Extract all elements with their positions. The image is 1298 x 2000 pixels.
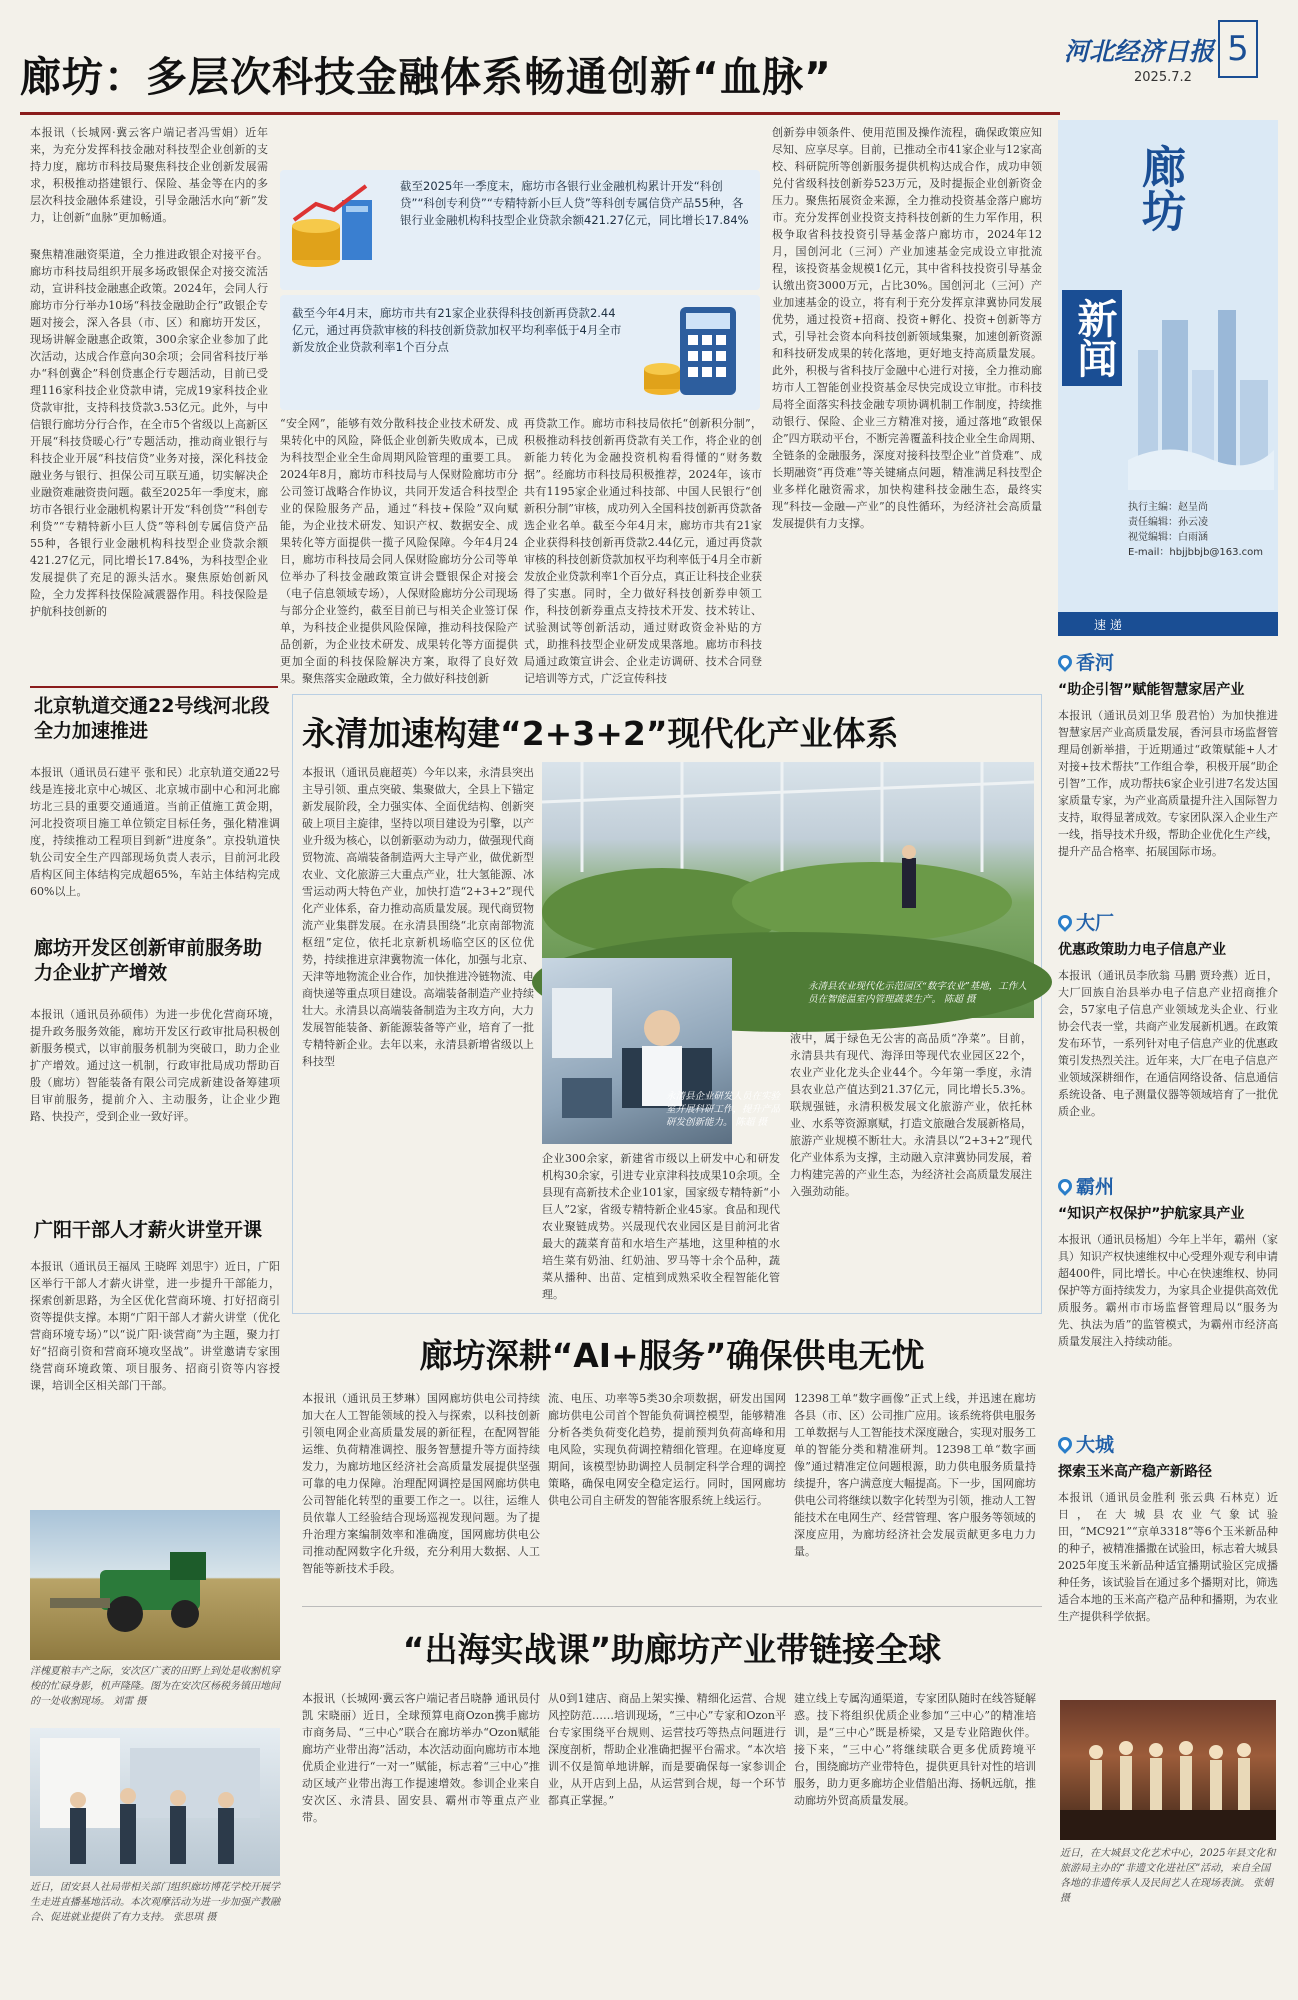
harvest-caption: 洋槐夏粮丰产之际，安次区广袤的田野上到处是收割机穿梭的忙碌身影，机声隆隆。图为在安次区杨税务镇田地间的一处收割现场。 刘雷 摄	[30, 1666, 280, 1707]
top-col1: 聚焦精准融资渠道，全力推进政银企对接平台。廊坊市科技局组织开展多场政银保企对接交流活动，宣讲科技金融惠企政策。2024年，会同人行廊坊市分行举办10场“科技金融助企行”政银企专题对接会，深入各县（市、区）和廊坊开发区，现场讲解金融惠企政策，300余家企业参加了此次活动，达成合作意向30余项；会同省科技厅举办“科创冀企”科创贷惠企行专题活动，目前已受理116家科技企业贷款申请，完成19家科技企业贷款审批，支持科技贷款3.53亿元。此外，与中信银行廊坊分行合作，在全市5个省级以上高新区开展“科技贷暖心行”专题活动，推动商业银行与科技企业开展“科技信贷”业务对接，深化科技金融业务与银行、担保公司互联互通，切实解决企业融资难融资贵问题。截至2025年一季度末，廊坊市各银行业金融机构累计开发“科创贷”“科创专利贷”“专精特新小巨人贷”等科创专属信贷产品55种，各银行业金融机构科技型企业贷款余额421.27亿元，同比增长17.84%，为科技型企业发展提供了充足的源头活水。聚焦原始创新风险，全力发挥科技保险减震器作用。科技保险是护航科技创新的	[30, 248, 268, 618]
brief-body: 本报讯（通讯员李欣翁 马鹏 贾玲燕）近日，大厂回族自治县举办电子信息产业招商推介会，57家电子信息产业领域龙头企业、行业协会代表一堂，共商产业发展新机遇。在政策发布环节，一系列针对电子信息产业的优惠政策引发热烈关注。近年来，大厂在电子信息产业领域深耕细作，在通信网络设备、信息通信系统设备、电子测量仪器等领域培育了一批优质企业。	[1058, 969, 1278, 1118]
express-bar	[1058, 612, 1278, 636]
ai-col3: 12398工单“数字画像”正式上线，并迅速在廊坊各县（市、区）公司推广应用。该系统将供电服务工单数据与人工智能技术深度融合，实现对服务工单的智能分类和精准研判。12398工单“数字画像”通过精准定位问题根源，助力供电服务质量持续提升，客户满意度大幅提高。下一步，国网廊坊供电公司将继续以数字化转型为引领，推动人工智能技术在电网生产、经营管理、客户服务等领域的深度应用，为廊坊经济社会发展贡献更多电力力量。	[794, 1392, 1036, 1558]
top-lead: 本报讯（长城网·冀云客户端记者冯雪娟）近年来，为充分发挥科技金融对科技型企业创新的支持力度，廊坊市科技局聚焦科技企业创新发展需求，积极推动搭建银行、保险、基金等在内的多层次科技金融体系建设，引导金融活水向“新”发力，让创新“血脉”更加畅通。	[30, 126, 268, 224]
folk-performance-photo	[1060, 1700, 1276, 1840]
left-news-1-body: 本报讯（通讯员石建平 张和民）北京轨道交通22号线是连接北京中心城区、北京城市副中心和河北廊坊北三县的重要交通通道。当前正值施工黄金期，河北投资项目施工单位锁定目标任务，强化精准调度，持续推动工程项目到新“进度条”。京投轨道快轨公司安全生产四部现场负责人表示，目前河北段盾构区间主体结构完成超65%，车站主体结构完成60%以上。	[30, 766, 280, 898]
ai-col2: 流、电压、功率等5类30余项数据，研发出国网廊坊供电公司首个智能负荷调控模型，能够精准分析各类负荷变化趋势，提前预判负荷高峰和用电风险，实现负荷调控精细化管理。在迎峰度夏期间，该模型协助调控人员制定科学合理的调控策略，确保电网安全稳定运行。同时，国网廊坊供电公司自主研发的智能客服系统上线运行。	[548, 1392, 786, 1507]
ai-headline: 廊坊深耕“AI+服务”确保供电无忧	[419, 1336, 925, 1375]
brief-dacheng	[1058, 1430, 1278, 1659]
credits-block	[1128, 500, 1276, 560]
brief-loc: 大城	[1076, 1434, 1115, 1456]
left-news-2-title: 廊坊开发区创新审前服务助力企业扩产增效	[34, 937, 263, 984]
top-headline: 廊坊：多层次科技金融体系畅通创新“血脉”	[20, 53, 832, 101]
infobox-2	[280, 295, 760, 410]
yongqing-headline: 永清加速构建“2+3+2”现代化产业体系	[302, 714, 899, 753]
left-news-3-title: 广阳干部人才薪火讲堂开课	[34, 1219, 263, 1241]
paper-name: 河北经济日报	[1064, 37, 1215, 66]
brief-loc: 霸州	[1076, 1176, 1115, 1198]
brief-title: “知识产权保护”护航家具产业	[1058, 1206, 1245, 1222]
side-banner	[1058, 120, 1278, 615]
brief-title: “助企引智”赋能智慧家居产业	[1058, 682, 1245, 698]
brief-title: 优惠政策助力电子信息产业	[1058, 942, 1226, 958]
brief-loc: 香河	[1076, 652, 1115, 674]
location-pin-icon	[1055, 1434, 1075, 1454]
brief-body: 本报讯（通讯员金胜利 张云典 石林克）近日，在大城县农业气象试验田，“MC921”“京单3318”等6个玉米新品种的种子，被精准播撒在试验田，标志着大城县2025年度玉米新品种适宜播期试验区完成播种任务，该试验旨在通过多个播期对比，筛选适合本地的玉米高产稳产品种和播期，为农业生产提供科学依据。	[1058, 1491, 1278, 1623]
sea-col2: 从0到1建店、商品上架实操、精细化运营、合规风控防范……培训现场，“三中心”专家和Ozon平台专家围绕平台规则、运营技巧等热点问题进行深度剖析，帮助企业准确把握平台需求。“本次培训不仅是简单地讲解，而是要确保每一家参训企业，从开店到上品，从运营到合规，每一个环节都真正掌握。”	[548, 1692, 786, 1807]
coin-stack-icon	[286, 180, 386, 280]
harvest-photo	[30, 1510, 280, 1660]
left-news-2-body: 本报讯（通讯员孙硕伟）为进一步优化营商环境，提升政务服务效能，廊坊开发区行政审批局积极创新服务模式，以审前服务机制为突破口，助力企业扩产增效。通过这一机制，行政审批局成功帮助百殷（廊坊）智能装备有限公司完成新建设备筹建项目审前服务，提前介入、主动服务，让企业少跑路、快投产，受到企业一致好评。	[30, 1008, 280, 1123]
left-divider	[30, 686, 278, 688]
brief-dachang	[1058, 908, 1278, 1137]
infobox-1	[280, 170, 760, 290]
credit-email: E-mail：hbjjbbjb@163.com	[1128, 547, 1264, 558]
issue-date: 2025.7.2	[1134, 70, 1192, 85]
left-news-3-body: 本报讯（通讯员王福凤 王晓晖 刘思宇）近日，广阳区举行干部人才薪火讲堂，进一步提升干部能力，探索创新思路，为全区优化营商环境、打好招商引资等提供支撑。本期“广阳干部人才薪火讲堂（优化营商环境专场）”以“说广阳·谈营商”为主题，聚力打好“招商引资和营商环境攻坚战”。讲堂邀请专家围绕营商环境政策、项目服务、招商引资等内容授课，培训全区相关部门干部。	[30, 1260, 280, 1392]
location-pin-icon	[1055, 912, 1075, 932]
top-col2: “安全网”，能够有效分散科技企业技术研发、成果转化中的风险，降低企业创新失败成本，已成为科技型企业全生命周期风险管理的重要工具。2024年8月，廊坊市科技局与人保财险廊坊市分公司签订战略合作协议，共同开发适合科技型企业的保险服务产品，通过“科技+保险”双向赋能，为企业技术研发、知识产权、数据安全、成果转化等方面提供一揽子风险保障。今年4月24日，廊坊市科技局会同人保财险廊坊分公司等单位举办了科技金融政策宣讲会暨银保企对接会（电子信息领域专场），人保财险廊坊分公司现场与部分企业签约，截至目前已与相关企业签订保单，为科技企业提供风险保障，推动科技保险产品创新，为企业技术研发、成果转化等方面提供更加全面的科技保险解决方案，取得了良好效果。聚焦落实金融政策，全力做好科技创新	[280, 417, 518, 685]
credit-responsible: 责任编辑：孙云凌	[1128, 517, 1208, 528]
folk-caption: 近日，在大城县文化艺术中心，2025年县文化和旅游局主办的“非遗文化进社区”活动，来自全国各地的非遗传承人及民间艺人在现场表演。 张娟 摄	[1060, 1848, 1276, 1904]
ai-col1: 本报讯（通讯员王梦琳）国网廊坊供电公司持续加大在人工智能领域的投入与探索，以科技创新引领电网企业高质量发展的新征程，在配网智能运维、负荷精准调控、服务智慧提升等方面持续发力，为廊坊地区经济社会高质量发展提供坚强可靠的电力保障。治理配网调控是国网廊坊供电公司智能化转型的重要工作之一。以往，运维人员依靠人工经验结合现场巡视发现问题。为了提升治理方案编制效率和准确度，国网廊坊供电公司推动配网数字化升级，充分利用大数据、人工智能等新技术手段。	[302, 1392, 540, 1575]
credit-editor: 执行主编：赵呈尚	[1128, 502, 1208, 513]
top-col3: 再贷款工作。廊坊市科技局依托“创新积分制”，积极推动科技创新再贷款有关工作，将企业的创新能力转化为金融投资机构看得懂的“财务数据”。经廊坊市科技局积极推荐，2024年，该市共有1195家企业通过科技部、中国人民银行“创新积分制”审核，成功列入全国科技创新再贷款备选企业名单。截至今年4月末，廊坊市共有21家企业获得科技创新再贷款2.44亿元，通过再贷款审核的科技创新贷款加权平均利率低于4月全市新发放企业贷款利率1个百分点，真正让科技企业获得了实惠。同时，全力做好科技创新券申领工作，科技创新券重点支持技术开发、技术转让、试验测试等创新活动，通过财政资金补贴的方式，助推科技型企业研发成果落地。廊坊市科技局通过政策宣讲会、企业走访调研、技术合同登记培训等方式，广泛宣传科技	[524, 417, 762, 685]
yongqing-col3: 液中，属于绿色无公害的高品质“净菜”。目前，永清县共有现代、海泽田等现代农业园区22个，农业产业化龙头企业44个。今年第一季度，永清县农业总产值达到21.37亿元，同比增长5.3%。联规强链，永清积极发展文化旅游产业，依托林业、水系等资源禀赋，打造文旅融合发展新格局，旅游产业规模不断壮大。永清县以“2+3+2”现代化产业体系为支撑，主动融入京津冀协同发展，着力构建完善的产业生态，为经济社会高质量发展注入强劲动能。	[790, 1032, 1032, 1198]
brief-xianghe	[1058, 648, 1278, 865]
page-number: 5	[1218, 20, 1258, 78]
infobox-2-text: 截至今年4月末，廊坊市共有21家企业获得科技创新再贷款2.44亿元，通过再贷款审核的科技创新贷款加权平均利率低于4月全市新发放企业贷款利率1个百分点	[292, 306, 622, 354]
calculator-icon	[640, 303, 750, 403]
brief-body: 本报讯（通讯员杨旭）今年上半年，霸州（家具）知识产权快速维权中心受理外观专利申请超400件，同比增长。中心在快速维权、协同保护等方面持续发力，为家具企业提供高效优质服务。霸州市市场监督管理局以“服务为先、执法为盾”的监管模式，为霸州市经济高质量发展注入持续动能。	[1058, 1233, 1278, 1348]
sea-col3: 建立线上专属沟通渠道，专家团队随时在线答疑解惑。技下将组织优质企业参加“三中心”的精准培训，是“三中心”既是桥梁，又是专业陪跑伙伴。接下来，“三中心”将继续联合更多优质跨境平台，围绕廊坊产业带特色，提供更具针对性的培训服务，助力更多廊坊企业借船出海、扬帆远航，推动廊坊外贸高质量发展。	[794, 1692, 1036, 1807]
credit-visual: 视觉编辑：白雨涵	[1128, 532, 1208, 543]
yongqing-col1: 本报讯（通讯员鹿超英）今年以来，永清县突出主导引领、重点突破、集聚做大，全县上下锚定新发展阶段，全力强实体、全面优结构、创新突破上项目主旋律，坚持以项目建设为引擎，以产业升级为核心，以创新驱动为动力，做强现代商贸物流、高端装备制造两大主导产业，做优新型农业、文化旅游三大重点产业，壮大氢能源、冰雪运动两大特色产业，加快打造“2+3+2”现代化产业体系，奋力推动高质量发展。现代商贸物流产业集群发展。在永清县围绕“北京南部物流枢纽”定位，依托北京新机场临空区的区位优势，持续推进京津冀物流一体化，加强与北京、天津等地物流企业合作，加快推进冷链物流、电商快递等重点项目建设。高端装备制造产业持续壮大。永清县以高端装备制造为主攻方向，大力发展智能装备、新能源装备等产业，培育了一批专精特新企业。去年以来，永清县新增省级以上科技型	[302, 766, 534, 1068]
sea-headline: “出海实战课”助廊坊产业带链接全球	[402, 1630, 942, 1669]
brief-bazhou	[1058, 1172, 1278, 1401]
greenhouse-caption: 永清县农业现代化示范园区“数字农业”基地，工作人员在智能温室内管理蔬菜生产。 陈超 摄	[808, 981, 1027, 1005]
brief-body: 本报讯（通讯员刘卫华 殷君怡）为加快推进智慧家居产业高质量发展，香河县市场监督管理局创新举措，于近期通过“政策赋能+人才对接+技术帮扶”工作组合拳，积极开展“助企引智”工作，成功帮扶6家企业引进7名发达国家质量专家，为产业高质量提升注入国际智力支持，取得显著成效。专家团队深入企业生产一线，指导技术升级，帮助企业优化生产线，提升产品合格率、拓展国际市场。	[1058, 709, 1278, 858]
location-pin-icon	[1055, 1176, 1075, 1196]
masthead-rule	[20, 112, 1060, 115]
brief-loc: 大厂	[1076, 912, 1115, 934]
sea-col1: 本报讯（长城网·冀云客户端记者吕晓静 通讯员付凯 宋晓丽）近日，全球预算电商Ozon携手廊坊市商务局、“三中心”联合在廊坊举办“Ozon赋能廊坊产业带出海”活动，本次活动面向廊坊市本地优质企业进行“一对一”赋能，标志着“三中心”推动区域产业带出海工作提速增效。参训企业来自安次区、永清县、固安县、霸州市等重点产业带。	[302, 1692, 540, 1824]
infobox-1-text: 截至2025年一季度末，廊坊市各银行业金融机构累计开发“科创贷”“科创专利贷”“专精特新小巨人贷”等科创专属信贷产品55种，各银行业金融机构科技型企业贷款余额421.27亿元，同比增长17.84%	[400, 179, 749, 227]
city-skyline	[1128, 290, 1274, 490]
livestream-photo	[30, 1728, 280, 1876]
section-label: 新闻	[1062, 290, 1122, 386]
brief-title: 探索玉米高产稳产新路径	[1058, 1464, 1212, 1480]
left-news-1-title: 北京轨道交通22号线河北段全力加速推进	[34, 695, 270, 742]
livestream-caption: 近日，团安县人社局带相关部门组织廊坊博花学校开展学生走进直播基地活动。本次观摩活动为进一步加强产教融合、促进就业提供了有力支持。 张思琪 摄	[30, 1882, 280, 1923]
region-label: 廊坊	[1134, 144, 1185, 232]
location-pin-icon	[1055, 652, 1075, 672]
yongqing-col2: 企业300余家，新建省市级以上研发中心和研发机构30余家，引进专业京津科技成果10余项。全县现有高新技术企业101家，国家级专精特新“小巨人”2家，省级专精特新企业45家。食品和现代农业聚链成势。兴晟现代农业园区是目前河北省最大的蔬菜育苗和水培生产基地，这里种植的水培生菜有奶油、红奶油、罗马等十余个品种，蔬菜从播种、出苗、定植到成熟采收全程智能化管理。	[542, 1152, 780, 1301]
top-col4: 创新券申领条件、使用范围及操作流程，确保政策应知尽知、应享尽享。目前，已推动全市41家企业与12家高校、科研院所等创新服务提供机构达成合作，成功申领兑付省级科技创新券523万元，及时提振企业创新资金压力。聚焦拓展资金来源，全力推动投资基金落户廊坊市。充分发挥创业投资支持科技创新的生力军作用，积极争取省科技投资引导基金落户廊坊市，2024年12月，国创河北（三河）产业加速基金完成设立审批流程，该投资基金规模1亿元，其中省科技投资引导基金认缴出资3000万元，占比30%。国创河北（三河）产业加速基金的设立，将有利于充分发挥京津冀协同发展优势，通过投资+招商、投资+孵化、投资+创新等方式，引导社会资本向科技创新领域集聚，加速创新资源和科技研发成果的转化落地，更好地支持高质量发展。此外，积极与省科技厅金融中心进行对接，全力推动廊坊市人工智能创业投资基金尽快完成设立审批。市科技局将全面落实科技金融专项协调机制工作制度，持续推动银行、保险、企业三方精准对接，通过落地“政银保企”四方联动平台，不断完善覆盖科技企业全生命周期、全链条的金融服务，深度对接科技型企业“首贷难”、成长期融资“再贷难”等关键痛点问题，精准满足科技型企业多样化融资需求，加快构建科技金融生态，最终实现“科技—金融—产业”的良性循环，为经济社会高质量发展提供有力支撑。	[772, 126, 1042, 530]
sea-divider	[302, 1606, 1042, 1607]
lab-caption: 永清县企业研发人员在实验室开展科研工作，提升产品研发创新能力。 陈超 摄	[666, 1091, 781, 1128]
express-label: 速 递	[1094, 618, 1122, 632]
